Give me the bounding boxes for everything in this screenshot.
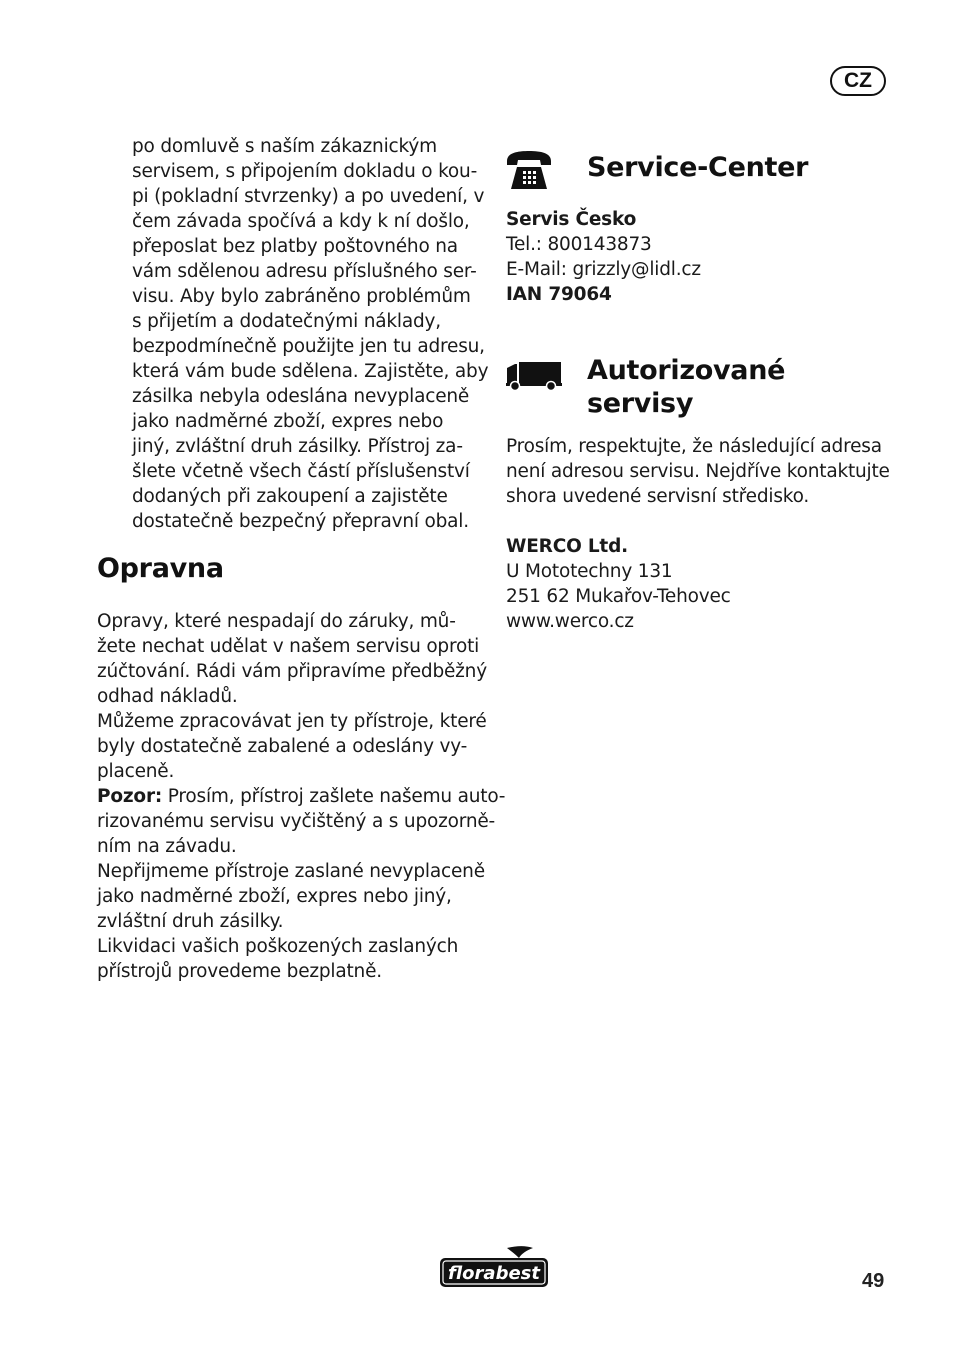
text-line: vám sdělenou adresu příslušného ser- [132,261,477,282]
text-line: servisem, s připojením dokladu o kou- [132,161,478,182]
text-line: po domluvě s naším zákaznickým [132,136,437,157]
heading-line: servisy [587,388,694,419]
text-line: zásilka nebyla odeslána nevyplaceně [132,386,470,407]
service-ian: IAN 79064 [506,284,612,305]
street: U Mototechny 131 [506,561,673,582]
text-line: rizovanému servisu vyčištěný a s upozorně- [97,811,496,832]
text-line: žete nechat udělat v našem servisu oproti [97,636,480,657]
text-line: s přijetím a dodatečnými náklady, [132,311,441,332]
text-line: Prosím, respektujte, že následující adresa [506,436,882,457]
text-line: ním na závadu. [97,836,237,857]
pozor-line [97,784,506,809]
telephone-icon [505,149,553,191]
text-line: Opravy, které nespadají do záruky, mů- [97,611,456,632]
text-line: šlete včetně všech částí příslušenství [132,461,470,482]
website-link[interactable]: www.werco.cz [506,611,634,632]
heading-line: Autorizované [587,355,786,386]
text-line: placeně. [97,761,175,782]
text-line: dodaných při zakoupení a zajistěte [132,486,448,507]
pozor-text: Prosím, přístroj zašlete našemu auto- [162,786,506,807]
opravna-paragraph [97,609,506,984]
text-line: čem závada spočívá a kdy k ní došlo, [132,211,470,232]
text-line: pi (pokladní stvrzenky) a po uvedení, v [132,186,485,207]
text-line: jako nadměrné zboží, expres nebo jiný, [97,886,452,907]
company-name: WERCO Ltd. [506,536,628,557]
text-line: byly dostatečně zabalené a odeslány vy- [97,736,468,757]
text-line: zvláštní druh zásilky. [97,911,284,932]
text-line: přístrojů provedeme bezplatně. [97,961,382,982]
service-center-heading: Service-Center [587,152,809,183]
text-line: jako nadměrné zboží, expres nebo [132,411,444,432]
text-line: dostatečně bezpečný přepravní obal. [132,511,469,532]
city: 251 62 Mukařov-Tehovec [506,586,731,607]
text-line: zúčtování. Rádi vám připravíme předběžný [97,661,487,682]
authorized-address [506,534,896,634]
text-line: není adresou servisu. Nejdříve kontaktujte [506,461,890,482]
text-line: bezpodmínečně použijte jen tu adresu, [132,336,485,357]
authorized-heading [587,354,785,420]
language-badge: CZ [830,66,886,96]
text-line: Můžeme zpracovávat jen ty přístroje, které [97,711,487,732]
warranty-paragraph [132,134,489,534]
text-line: shora uvedené servisní středisko. [506,486,810,507]
logo-text: florabest [448,1263,540,1284]
text-line: která vám bude sdělena. Zajistěte, aby [132,361,489,382]
text-line: odhad nákladů. [97,686,238,707]
text-line: jiný, zvláštní druh zásilky. Přístroj za- [132,436,463,457]
page-number: 49 [862,1270,885,1292]
pozor-label: Pozor: [97,786,163,807]
text-line: visu. Aby bylo zabráněno problémům [132,286,471,307]
opravna-heading: Opravna [97,553,224,584]
truck-icon [505,360,563,392]
text-line: Nepřijmeme přístroje zaslané nevyplaceně [97,861,485,882]
service-center-contact [506,207,896,307]
service-name: Servis Česko [506,209,637,230]
authorized-notice [506,434,896,509]
florabest-logo [437,1244,551,1290]
service-phone: Tel.: 800143873 [506,234,652,255]
text-line: Likvidaci vašich poškozených zaslaných [97,936,459,957]
service-email: E-Mail: grizzly@lidl.cz [506,259,701,280]
text-line: přeposlat bez platby poštovného na [132,236,458,257]
